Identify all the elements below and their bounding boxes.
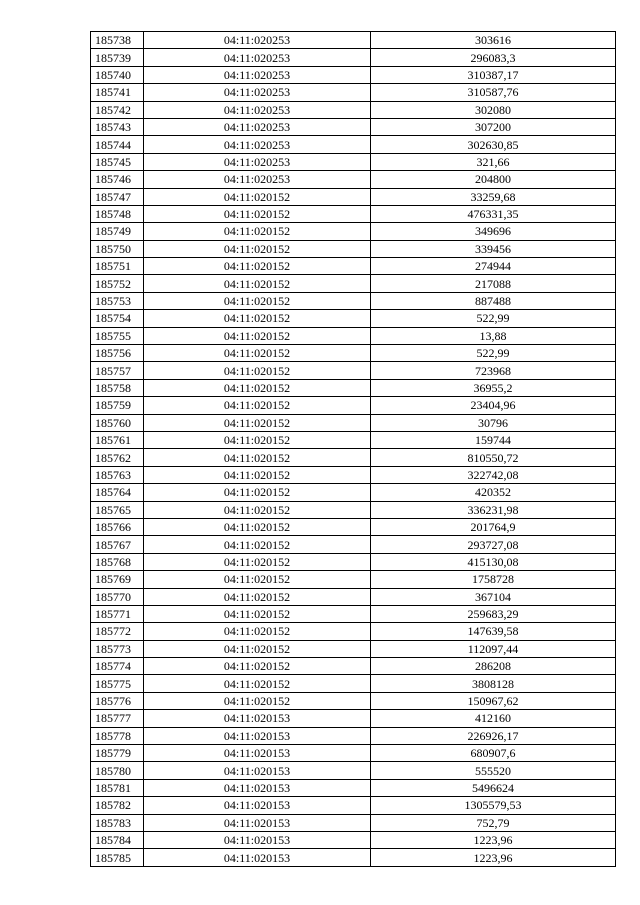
value-cell: 204800 [371,171,616,188]
table-row [91,240,616,257]
value-cell: 555520 [371,762,616,779]
row-id-cell: 185756 [91,345,144,362]
table-row [91,49,616,66]
value-cell: 302630,85 [371,136,616,153]
table-row [91,501,616,518]
value-cell: 226926,17 [371,727,616,744]
cadastral-code-cell: 04:11:020152 [144,188,371,205]
row-id-cell: 185758 [91,379,144,396]
cadastral-code-cell: 04:11:020152 [144,658,371,675]
cadastral-code-cell: 04:11:020153 [144,727,371,744]
table-row [91,640,616,657]
row-id-cell: 185782 [91,797,144,814]
row-id-cell: 185748 [91,205,144,222]
row-id-cell: 185784 [91,831,144,848]
cadastral-code-cell: 04:11:020153 [144,762,371,779]
table-row [91,466,616,483]
row-id-cell: 185769 [91,571,144,588]
row-id-cell: 185775 [91,675,144,692]
row-id-cell: 185785 [91,849,144,866]
cadastral-code-cell: 04:11:020152 [144,292,371,309]
value-cell: 1758728 [371,571,616,588]
value-cell: 367104 [371,588,616,605]
table-row [91,484,616,501]
value-cell: 336231,98 [371,501,616,518]
cadastral-code-cell: 04:11:020153 [144,849,371,866]
row-id-cell: 185759 [91,397,144,414]
row-id-cell: 185754 [91,310,144,327]
value-cell: 36955,2 [371,379,616,396]
row-id-cell: 185773 [91,640,144,657]
value-cell: 293727,08 [371,536,616,553]
table-row [91,153,616,170]
cadastral-code-cell: 04:11:020152 [144,240,371,257]
table-row [91,605,616,622]
row-id-cell: 185781 [91,779,144,796]
cadastral-code-cell: 04:11:020152 [144,327,371,344]
table-row [91,779,616,796]
value-cell: 5496624 [371,779,616,796]
cadastral-code-cell: 04:11:020253 [144,101,371,118]
table-row [91,118,616,135]
row-id-cell: 185761 [91,431,144,448]
table-row [91,553,616,570]
value-cell: 522,99 [371,310,616,327]
value-cell: 112097,44 [371,640,616,657]
cadastral-code-cell: 04:11:020152 [144,466,371,483]
table-row [91,188,616,205]
cadastral-code-cell: 04:11:020152 [144,431,371,448]
table-row [91,797,616,814]
value-cell: 476331,35 [371,205,616,222]
table-row [91,692,616,709]
cadastral-code-cell: 04:11:020152 [144,640,371,657]
row-id-cell: 185768 [91,553,144,570]
row-id-cell: 185741 [91,84,144,101]
table-row [91,449,616,466]
table-row [91,136,616,153]
row-id-cell: 185767 [91,536,144,553]
value-cell: 1223,96 [371,849,616,866]
row-id-cell: 185777 [91,710,144,727]
value-cell: 310587,76 [371,84,616,101]
table-row [91,536,616,553]
cadastral-code-cell: 04:11:020152 [144,536,371,553]
table-row [91,66,616,83]
table-row [91,762,616,779]
value-cell: 310387,17 [371,66,616,83]
value-cell: 810550,72 [371,449,616,466]
value-cell: 274944 [371,258,616,275]
value-cell: 3808128 [371,675,616,692]
value-cell: 33259,68 [371,188,616,205]
cadastral-code-cell: 04:11:020152 [144,692,371,709]
table-row [91,32,616,49]
cadastral-code-cell: 04:11:020152 [144,588,371,605]
cadastral-code-cell: 04:11:020152 [144,223,371,240]
row-id-cell: 185755 [91,327,144,344]
table-row [91,223,616,240]
row-id-cell: 185766 [91,518,144,535]
cadastral-code-cell: 04:11:020152 [144,345,371,362]
table-row [91,518,616,535]
value-cell: 286208 [371,658,616,675]
cadastral-code-cell: 04:11:020152 [144,205,371,222]
row-id-cell: 185776 [91,692,144,709]
table-row [91,727,616,744]
value-cell: 307200 [371,118,616,135]
cadastral-code-cell: 04:11:020152 [144,258,371,275]
cadastral-code-cell: 04:11:020253 [144,66,371,83]
row-id-cell: 185771 [91,605,144,622]
cadastral-code-cell: 04:11:020152 [144,623,371,640]
table-body [91,32,616,867]
row-id-cell: 185778 [91,727,144,744]
cadastral-code-cell: 04:11:020152 [144,501,371,518]
cadastral-code-cell: 04:11:020152 [144,397,371,414]
row-id-cell: 185749 [91,223,144,240]
table-row [91,327,616,344]
table-row [91,171,616,188]
value-cell: 322742,08 [371,466,616,483]
value-cell: 303616 [371,32,616,49]
value-cell: 349696 [371,223,616,240]
data-table [90,31,616,867]
table-row [91,814,616,831]
table-row [91,205,616,222]
row-id-cell: 185746 [91,171,144,188]
row-id-cell: 185770 [91,588,144,605]
value-cell: 522,99 [371,345,616,362]
row-id-cell: 185757 [91,362,144,379]
value-cell: 321,66 [371,153,616,170]
table-row [91,831,616,848]
row-id-cell: 185774 [91,658,144,675]
value-cell: 217088 [371,275,616,292]
row-id-cell: 185753 [91,292,144,309]
value-cell: 201764,9 [371,518,616,535]
cadastral-code-cell: 04:11:020152 [144,675,371,692]
table-row [91,258,616,275]
value-cell: 420352 [371,484,616,501]
cadastral-code-cell: 04:11:020153 [144,745,371,762]
row-id-cell: 185742 [91,101,144,118]
table-row [91,431,616,448]
row-id-cell: 185765 [91,501,144,518]
table-row [91,379,616,396]
table-row [91,623,616,640]
table-row [91,414,616,431]
cadastral-code-cell: 04:11:020152 [144,310,371,327]
cadastral-code-cell: 04:11:020152 [144,275,371,292]
value-cell: 259683,29 [371,605,616,622]
cadastral-code-cell: 04:11:020253 [144,32,371,49]
row-id-cell: 185763 [91,466,144,483]
cadastral-code-cell: 04:11:020253 [144,153,371,170]
row-id-cell: 185762 [91,449,144,466]
table-row [91,345,616,362]
cadastral-code-cell: 04:11:020253 [144,118,371,135]
value-cell: 680907,6 [371,745,616,762]
value-cell: 302080 [371,101,616,118]
row-id-cell: 185739 [91,49,144,66]
cadastral-code-cell: 04:11:020152 [144,605,371,622]
value-cell: 159744 [371,431,616,448]
table-row [91,571,616,588]
row-id-cell: 185779 [91,745,144,762]
value-cell: 723968 [371,362,616,379]
table-row [91,310,616,327]
cadastral-code-cell: 04:11:020152 [144,571,371,588]
cadastral-code-cell: 04:11:020152 [144,484,371,501]
cadastral-code-cell: 04:11:020153 [144,814,371,831]
cadastral-code-cell: 04:11:020253 [144,84,371,101]
cadastral-code-cell: 04:11:020153 [144,797,371,814]
cadastral-code-cell: 04:11:020153 [144,831,371,848]
cadastral-code-cell: 04:11:020152 [144,449,371,466]
table-row [91,275,616,292]
row-id-cell: 185738 [91,32,144,49]
value-cell: 339456 [371,240,616,257]
row-id-cell: 185751 [91,258,144,275]
row-id-cell: 185752 [91,275,144,292]
table-row [91,101,616,118]
table-row [91,675,616,692]
value-cell: 296083,3 [371,49,616,66]
value-cell: 23404,96 [371,397,616,414]
row-id-cell: 185747 [91,188,144,205]
cadastral-code-cell: 04:11:020253 [144,49,371,66]
cadastral-code-cell: 04:11:020253 [144,171,371,188]
row-id-cell: 185764 [91,484,144,501]
value-cell: 412160 [371,710,616,727]
value-cell: 887488 [371,292,616,309]
row-id-cell: 185743 [91,118,144,135]
table-row [91,84,616,101]
cadastral-code-cell: 04:11:020153 [144,779,371,796]
row-id-cell: 185744 [91,136,144,153]
cadastral-code-cell: 04:11:020152 [144,379,371,396]
table-row [91,745,616,762]
value-cell: 1223,96 [371,831,616,848]
value-cell: 147639,58 [371,623,616,640]
table-row [91,397,616,414]
cadastral-code-cell: 04:11:020153 [144,710,371,727]
cadastral-code-cell: 04:11:020152 [144,518,371,535]
table-row [91,849,616,866]
cadastral-code-cell: 04:11:020152 [144,553,371,570]
value-cell: 30796 [371,414,616,431]
row-id-cell: 185783 [91,814,144,831]
value-cell: 415130,08 [371,553,616,570]
cadastral-code-cell: 04:11:020253 [144,136,371,153]
value-cell: 1305579,53 [371,797,616,814]
cadastral-code-cell: 04:11:020152 [144,414,371,431]
row-id-cell: 185745 [91,153,144,170]
row-id-cell: 185750 [91,240,144,257]
row-id-cell: 185760 [91,414,144,431]
table-row [91,362,616,379]
row-id-cell: 185780 [91,762,144,779]
value-cell: 150967,62 [371,692,616,709]
table-row [91,292,616,309]
table-row [91,658,616,675]
table-row [91,588,616,605]
row-id-cell: 185772 [91,623,144,640]
cadastral-code-cell: 04:11:020152 [144,362,371,379]
value-cell: 752,79 [371,814,616,831]
table-row [91,710,616,727]
row-id-cell: 185740 [91,66,144,83]
value-cell: 13,88 [371,327,616,344]
